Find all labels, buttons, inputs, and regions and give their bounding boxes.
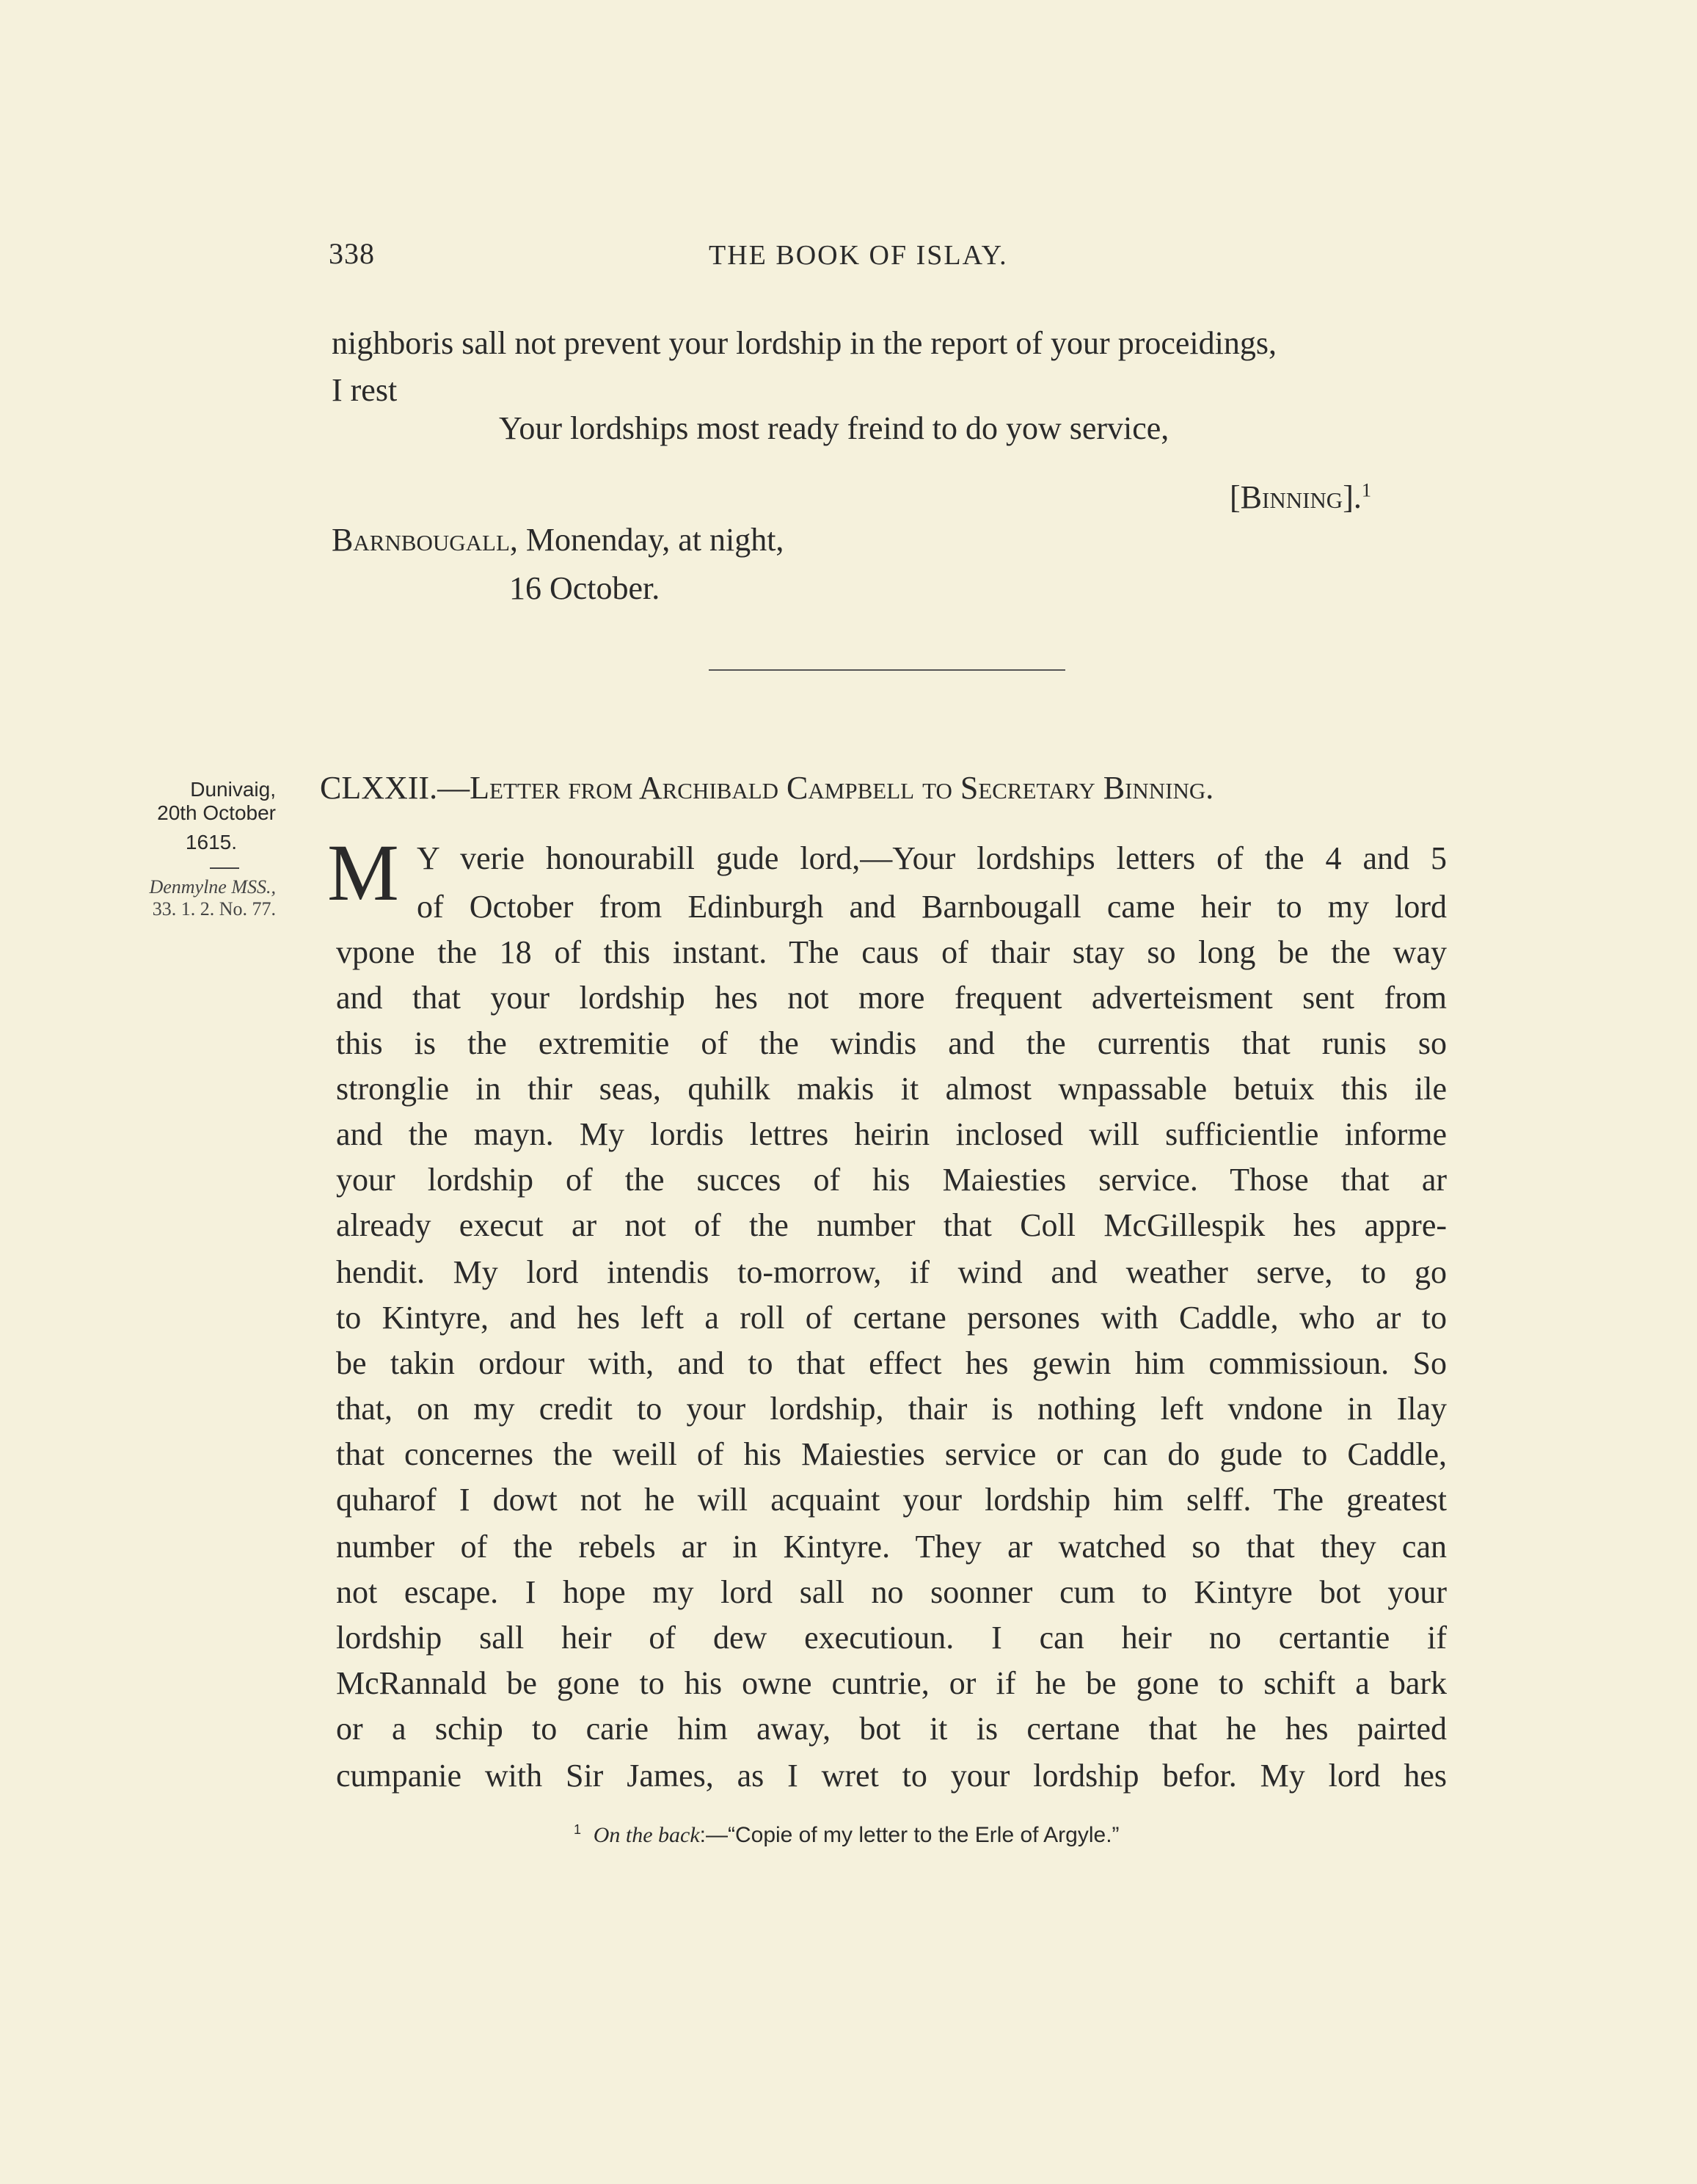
letter-line-19: McRannald be gone to his owne cuntrie, or if he be gone to schift a bark bbox=[336, 1665, 1447, 1701]
prev-letter-signature bbox=[1230, 478, 1372, 515]
letter-line-14: that concernes the weill of his Maiesties service or can do gude to Caddle, bbox=[336, 1436, 1447, 1472]
letter-line-6: stronglie in thir seas, quhilk makis it almost wnpassable betuix this ile bbox=[336, 1071, 1447, 1107]
footnote-text: :—“Copie of my letter to the Erle of Argyle.” bbox=[699, 1823, 1120, 1847]
prev-letter-line-1: nighboris sall not prevent your lordship in the report of your proceidings, bbox=[332, 325, 1277, 361]
letter-line-3: vpone the 18 of this instant. The caus of thair stay so long be the way bbox=[336, 934, 1447, 970]
letter-line-4: and that your lordship hes not more frequent adverteisment sent from bbox=[336, 980, 1447, 1016]
letter-line-7: and the mayn. My lordis lettres heirin inclosed will sufficientlie informe bbox=[336, 1116, 1447, 1152]
letter-line-18: lordship sall heir of dew executioun. I can heir no certantie if bbox=[336, 1620, 1447, 1656]
letter-number: CLXXII. bbox=[320, 770, 438, 806]
letter-line-10: hendit. My lord intendis to-morrow, if wind and weather serve, to go bbox=[336, 1254, 1447, 1290]
letter-line-11: to Kintyre, and hes left a roll of certane persones with Caddle, who ar to bbox=[336, 1300, 1447, 1336]
letter-line-17: not escape. I hope my lord sall no soonner cum to Kintyre bot your bbox=[336, 1574, 1447, 1610]
margin-source-2: 33. 1. 2. No. 77. bbox=[152, 898, 276, 920]
letter-line-12: be takin ordour with, and to that effect hes gewin him commissioun. So bbox=[336, 1345, 1447, 1381]
letter-line-21: cumpanie with Sir James, as I wret to your lordship befor. My lord hes bbox=[336, 1758, 1447, 1794]
letter-line-13: that, on my credit to your lordship, thair is nothing left vndone in Ilay bbox=[336, 1391, 1447, 1427]
footnote-label: On the back bbox=[593, 1823, 700, 1847]
margin-dash bbox=[210, 867, 239, 869]
margin-source-1: Denmylne MSS., bbox=[149, 876, 276, 898]
prev-letter-line-2: I rest bbox=[332, 372, 398, 408]
letter-line-16: number of the rebels ar in Kintyre. They ar watched so that they can bbox=[336, 1529, 1447, 1565]
margin-place: Dunivaig, bbox=[190, 778, 276, 801]
place-name: Barnbougall, bbox=[332, 522, 518, 558]
margin-date: 20th October bbox=[157, 801, 276, 824]
letter-line-8: your lordship of the succes of his Maiesties service. Those that ar bbox=[336, 1162, 1447, 1198]
signature-footnote-marker: 1 bbox=[1361, 478, 1372, 501]
page-number: 338 bbox=[329, 237, 375, 270]
letter-heading bbox=[320, 772, 1214, 804]
letter-line-15: quharof I dowt not he will acquaint your lordship him selff. The greatest bbox=[336, 1482, 1447, 1518]
margin-year: 1615. bbox=[185, 831, 237, 853]
signature-text: [Binning]. bbox=[1230, 479, 1362, 515]
section-divider bbox=[709, 669, 1065, 671]
prev-letter-date: 16 October. bbox=[509, 570, 660, 606]
drop-cap: M bbox=[327, 828, 399, 917]
place-rest: Monenday, at night, bbox=[517, 522, 784, 558]
letter-line-9: already execut ar not of the number that Coll McGillespik hes appre- bbox=[336, 1207, 1447, 1243]
running-head: THE BOOK OF ISLAY. bbox=[709, 240, 1008, 271]
letter-title: —Letter from Archibald Campbell to Secretary Binning. bbox=[437, 770, 1214, 806]
letter-line-2: of October from Edinburgh and Barnbougall came heir to my lord bbox=[417, 889, 1447, 925]
letter-line-5: this is the extremitie of the windis and the currentis that runis so bbox=[336, 1025, 1447, 1061]
footnote-marker: 1 bbox=[574, 1822, 582, 1837]
prev-letter-closing: Your lordships most ready freind to do yow service, bbox=[499, 410, 1169, 446]
prev-letter-place bbox=[332, 524, 784, 556]
letter-line-20: or a schip to carie him away, bot it is certane that he hes pairted bbox=[336, 1711, 1447, 1747]
letter-line-1: Y verie honourabill gude lord,—Your lordships letters of the 4 and 5 bbox=[417, 840, 1447, 876]
footnote bbox=[574, 1824, 1120, 1846]
